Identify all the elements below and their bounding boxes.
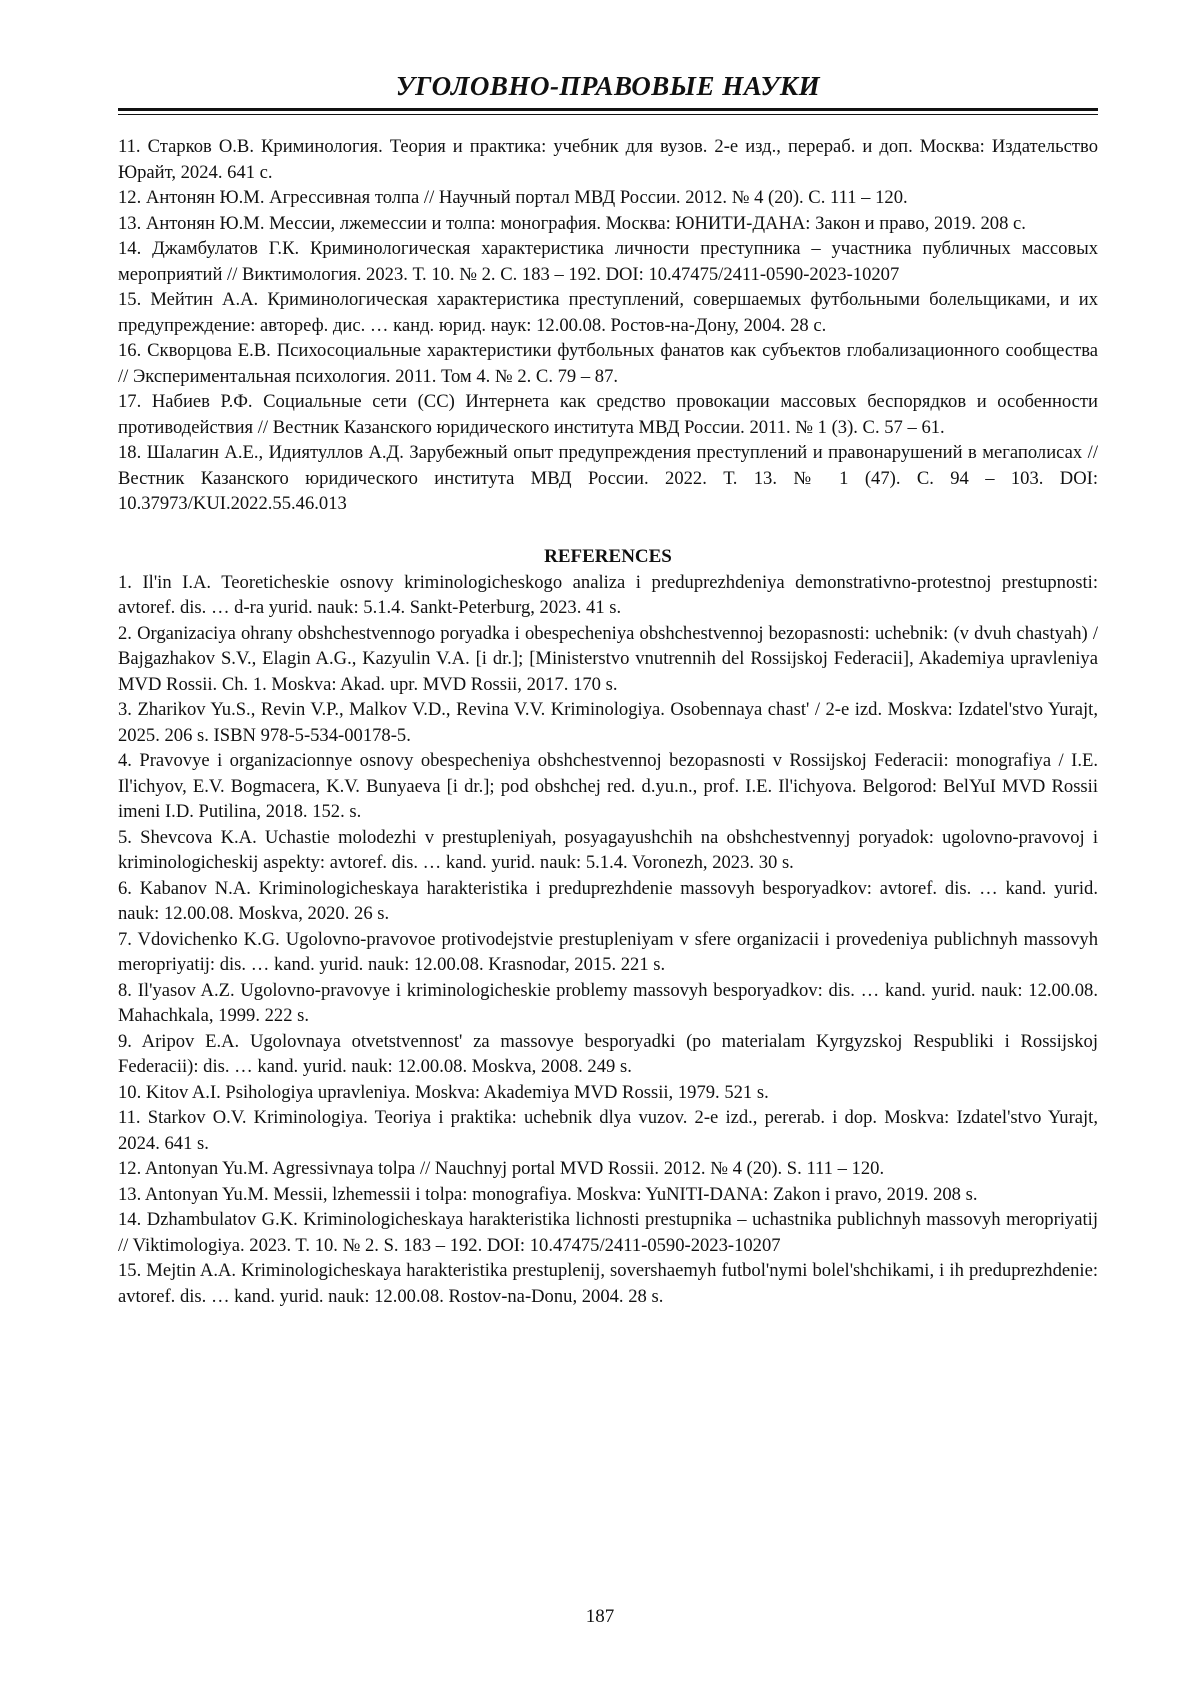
english-reference-list [118,570,1098,1310]
reference-item: 3. Zharikov Yu.S., Revin V.P., Malkov V.D., Revina V.V. Kriminologiya. Osobennaya chast' / 2-e izd. Moskva: Izdatel'stvo Yurajt, 2025. 206 s. ISBN 978-5-534-00178-5. [118,697,1098,748]
reference-item: 13. Антонян Ю.М. Мессии, лжемессии и толпа: монография. Москва: ЮНИТИ-ДАНА: Закон и право, 2019. 208 с. [118,211,1098,237]
reference-item: 7. Vdovichenko K.G. Ugolovno-pravovoe protivodejstvie prestupleniyam v sfere organizacii i provedeniya publichnyh massovyh meropriyatij: dis. … kand. yurid. nauk: 12.00.08. Krasnodar, 2015. 221 s. [118,927,1098,978]
reference-item: 18. Шалагин А.Е., Идиятуллов А.Д. Зарубежный опыт предупреждения преступлений и правонарушений в мегаполисах // Вестник Казанского юридического института МВД России. 2022. Т. 13. № 1 (47). С. 94 – 103. DOI: 10.37973/KUI.2022.55.46.013 [118,440,1098,517]
reference-item: 2. Organizaciya ohrany obshchestvennogo poryadka i obespecheniya obshchestvennoj bezopasnosti: uchebnik: (v dvuh chastyah) / Bajgazhakov S.V., Elagin A.G., Kazyulin V.A. [i dr.]; [Ministerstvo vnutrennih del Rossijskoj Federacii], Akademiya upravleniya MVD Rossii. Ch. 1. Moskva: Akad. upr. MVD Rossii, 2017. 170 s. [118,621,1098,698]
russian-reference-list [118,134,1098,517]
header-rule-thick [118,108,1098,111]
running-header: УГОЛОВНО-ПРАВОВЫЕ НАУКИ [118,68,1098,104]
reference-item: 8. Il'yasov A.Z. Ugolovno-pravovye i kriminologicheskie problemy massovyh besporyadkov: dis. … kand. yurid. nauk: 12.00.08. Mahachkala, 1999. 222 s. [118,978,1098,1029]
references-heading: REFERENCES [118,544,1098,570]
reference-item: 1. Il'in I.A. Teoreticheskie osnovy kriminologicheskogo analiza i preduprezhdeniya demonstrativno-protestnoj prestupnosti: avtoref. dis. … d-ra yurid. nauk: 5.1.4. Sankt-Peterburg, 2023. 41 s. [118,570,1098,621]
reference-item: 6. Kabanov N.A. Kriminologicheskaya harakteristika i preduprezhdenie massovyh besporyadkov: avtoref. dis. … kand. yurid. nauk: 12.00.08. Moskva, 2020. 26 s. [118,876,1098,927]
header-rule-thin [118,114,1098,115]
article-content [118,134,1098,1309]
reference-item: 14. Джамбулатов Г.К. Криминологическая характеристика личности преступника – участника публичных массовых мероприятий // Виктимология. 2023. Т. 10. № 2. С. 183 – 192. DOI: 10.47475/2411-0590-2023-10207 [118,236,1098,287]
reference-item: 15. Mejtin A.A. Kriminologicheskaya harakteristika prestuplenij, sovershaemyh futbol'nymi bolel'shchikami, i ih preduprezhdenie: avtoref. dis. … kand. yurid. nauk: 12.00.08. Rostov-na-Donu, 2004. 28 s. [118,1258,1098,1309]
reference-item: 4. Pravovye i organizacionnye osnovy obespecheniya obshchestvennoj bezopasnosti v Rossijskoj Federacii: monografiya / I.E. Il'ichyov, E.V. Bogmacera, K.V. Bunyaeva [i dr.]; pod obshchej red. d.yu.n., prof. I.E. Il'ichyova. Belgorod: BelYuI MVD Rossii imeni I.D. Putilina, 2018. 152. s. [118,748,1098,825]
reference-item: 15. Мейтин А.А. Криминологическая характеристика преступлений, совершаемых футбольными болельщиками, и их предупреждение: автореф. дис. … канд. юрид. наук: 12.00.08. Ростов-на-Дону, 2004. 28 с. [118,287,1098,338]
reference-item: 10. Kitov A.I. Psihologiya upravleniya. Moskva: Akademiya MVD Rossii, 1979. 521 s. [118,1080,1098,1106]
page-number: 187 [0,1604,1200,1630]
reference-item: 5. Shevcova K.A. Uchastie molodezhi v prestupleniyah, posyagayushchih na obshchestvennyj poryadok: ugolovno-pravovoj i kriminologicheskij aspekty: avtoref. dis. … kand. yurid. nauk: 5.1.4. Voronezh, 2023. 30 s. [118,825,1098,876]
reference-item: 17. Набиев Р.Ф. Социальные сети (СС) Интернета как средство провокации массовых беспорядков и особенности противодействия // Вестник Казанского юридического института МВД России. 2011. № 1 (3). С. 57 – 61. [118,389,1098,440]
reference-item: 13. Antonyan Yu.M. Messii, lzhemessii i tolpa: monografiya. Moskva: YuNITI-DANA: Zakon i pravo, 2019. 208 s. [118,1182,1098,1208]
reference-item: 12. Antonyan Yu.M. Agressivnaya tolpa // Nauchnyj portal MVD Rossii. 2012. № 4 (20). S. 111 – 120. [118,1156,1098,1182]
reference-item: 9. Aripov E.A. Ugolovnaya otvetstvennost' za massovye besporyadki (po materialam Kyrgyzskoj Respubliki i Rossijskoj Federacii): dis. … kand. yurid. nauk: 12.00.08. Moskva, 2008. 249 s. [118,1029,1098,1080]
journal-page [0,0,1200,1697]
reference-item: 12. Антонян Ю.М. Агрессивная толпа // Научный портал МВД России. 2012. № 4 (20). С. 111 – 120. [118,185,1098,211]
reference-item: 14. Dzhambulatov G.K. Kriminologicheskaya harakteristika lichnosti prestupnika – uchastnika publichnyh massovyh meropriyatij // Viktimologiya. 2023. T. 10. № 2. S. 183 – 192. DOI: 10.47475/2411-0590-2023-10207 [118,1207,1098,1258]
reference-item: 11. Старков О.В. Криминология. Теория и практика: учебник для вузов. 2-е изд., перераб. и доп. Москва: Издательство Юрайт, 2024. 641 с. [118,134,1098,185]
reference-item: 16. Скворцова Е.В. Психосоциальные характеристики футбольных фанатов как субъектов глобализационного сообщества // Экспериментальная психология. 2011. Том 4. № 2. С. 79 – 87. [118,338,1098,389]
reference-item: 11. Starkov O.V. Kriminologiya. Teoriya i praktika: uchebnik dlya vuzov. 2-e izd., pererab. i dop. Moskva: Izdatel'stvo Yurajt, 2024. 641 s. [118,1105,1098,1156]
